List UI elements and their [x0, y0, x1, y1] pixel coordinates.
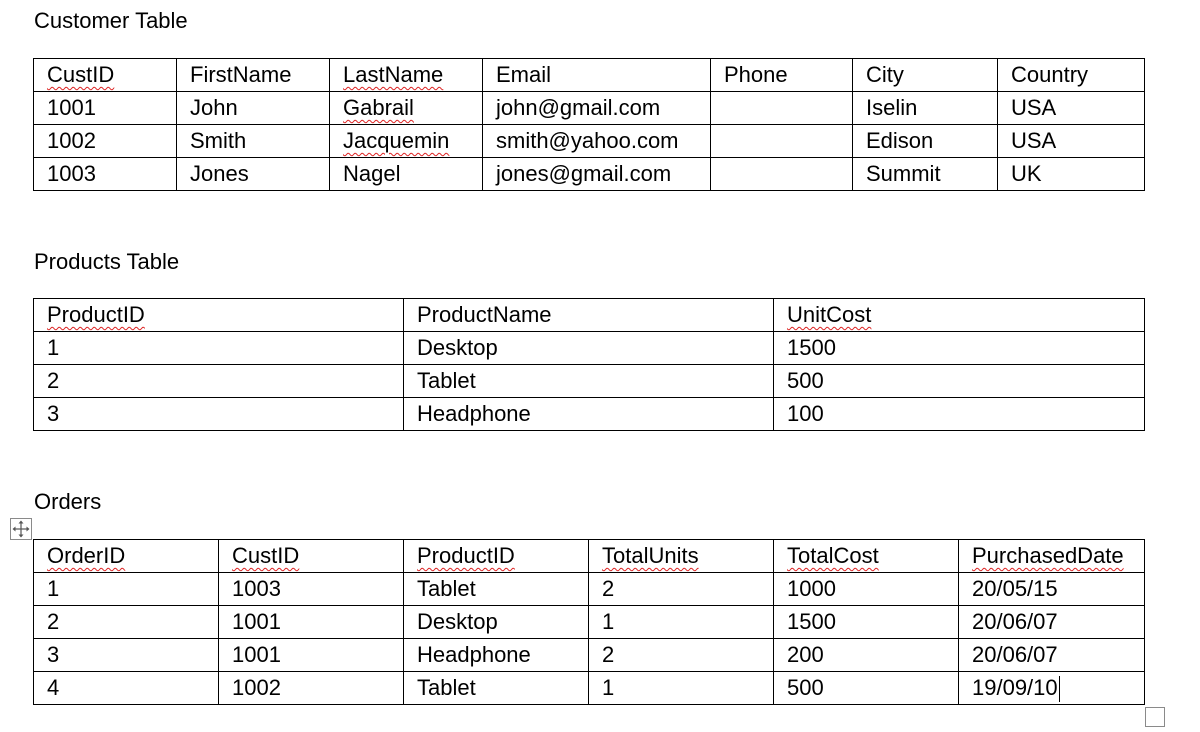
- customer-table-caption: Customer Table: [34, 8, 188, 33]
- table-cell[interactable]: [711, 92, 853, 125]
- table-cell[interactable]: 3: [34, 398, 404, 431]
- table-row: [34, 125, 1145, 158]
- header-cell[interactable]: City: [853, 59, 998, 92]
- table-cell[interactable]: Tablet: [404, 573, 589, 606]
- table-cell[interactable]: 1002: [219, 672, 404, 705]
- table-cell[interactable]: Summit: [853, 158, 998, 191]
- table-cell[interactable]: Edison: [853, 125, 998, 158]
- products-table: [33, 298, 1145, 431]
- table-cell[interactable]: Jacquemin: [330, 125, 483, 158]
- table-cell[interactable]: 100: [774, 398, 1145, 431]
- table-row: [34, 158, 1145, 191]
- table-cell[interactable]: john@gmail.com: [483, 92, 711, 125]
- table-cell[interactable]: 1003: [34, 158, 177, 191]
- header-cell[interactable]: ProductName: [404, 299, 774, 332]
- table-cell[interactable]: Iselin: [853, 92, 998, 125]
- table-cell[interactable]: Smith: [177, 125, 330, 158]
- table-cell[interactable]: 1: [34, 332, 404, 365]
- header-cell[interactable]: UnitCost: [774, 299, 1145, 332]
- table-cell[interactable]: 20/05/15: [959, 573, 1145, 606]
- table-cell[interactable]: 500: [774, 365, 1145, 398]
- table-cell[interactable]: Tablet: [404, 672, 589, 705]
- table-cell[interactable]: USA: [998, 92, 1145, 125]
- table-row: [34, 365, 1145, 398]
- four-way-arrow-icon[interactable]: [10, 518, 32, 540]
- table-cell[interactable]: 19/09/10: [959, 672, 1145, 705]
- table-row: [34, 672, 1145, 705]
- table-cell[interactable]: Gabrail: [330, 92, 483, 125]
- header-cell[interactable]: CustID: [34, 59, 177, 92]
- table-row: [34, 92, 1145, 125]
- table-cell[interactable]: 1001: [219, 606, 404, 639]
- table-cell[interactable]: 500: [774, 672, 959, 705]
- table-cell[interactable]: 1002: [34, 125, 177, 158]
- table-cell[interactable]: smith@yahoo.com: [483, 125, 711, 158]
- header-cell[interactable]: Phone: [711, 59, 853, 92]
- header-cell[interactable]: Country: [998, 59, 1145, 92]
- table-cell[interactable]: Headphone: [404, 639, 589, 672]
- text-cursor: [1059, 676, 1060, 702]
- products-table-caption: Products Table: [34, 249, 180, 274]
- header-cell[interactable]: LastName: [330, 59, 483, 92]
- table-cell[interactable]: 1500: [774, 332, 1145, 365]
- header-cell[interactable]: FirstName: [177, 59, 330, 92]
- table-cell[interactable]: 1001: [219, 639, 404, 672]
- table-cell[interactable]: 1000: [774, 573, 959, 606]
- table-row: [34, 332, 1145, 365]
- table-cell[interactable]: 1: [34, 573, 219, 606]
- table-row: [34, 398, 1145, 431]
- table-cell[interactable]: Jones: [177, 158, 330, 191]
- orders-table: [33, 539, 1145, 705]
- table-row: [34, 606, 1145, 639]
- table-cell[interactable]: [711, 125, 853, 158]
- table-header-row: [34, 540, 1145, 573]
- table-cell[interactable]: jones@gmail.com: [483, 158, 711, 191]
- header-cell[interactable]: CustID: [219, 540, 404, 573]
- table-cell[interactable]: USA: [998, 125, 1145, 158]
- header-cell[interactable]: Email: [483, 59, 711, 92]
- table-header-row: [34, 299, 1145, 332]
- table-cell[interactable]: 2: [589, 573, 774, 606]
- customer-table: [33, 58, 1145, 191]
- table-cell[interactable]: 2: [34, 365, 404, 398]
- header-cell[interactable]: ProductID: [404, 540, 589, 573]
- table-cell[interactable]: 1003: [219, 573, 404, 606]
- table-cell[interactable]: Tablet: [404, 365, 774, 398]
- table-cell[interactable]: 200: [774, 639, 959, 672]
- table-cell[interactable]: 1: [589, 606, 774, 639]
- table-cell[interactable]: Desktop: [404, 332, 774, 365]
- table-cell[interactable]: 3: [34, 639, 219, 672]
- table-cell[interactable]: John: [177, 92, 330, 125]
- table-cell[interactable]: 4: [34, 672, 219, 705]
- table-cell[interactable]: Nagel: [330, 158, 483, 191]
- header-cell[interactable]: PurchasedDate: [959, 540, 1145, 573]
- table-cell[interactable]: Desktop: [404, 606, 589, 639]
- table-cell[interactable]: [711, 158, 853, 191]
- header-cell[interactable]: TotalUnits: [589, 540, 774, 573]
- table-row: [34, 573, 1145, 606]
- table-cell[interactable]: 20/06/07: [959, 639, 1145, 672]
- table-cell[interactable]: UK: [998, 158, 1145, 191]
- orders-table-caption: Orders: [34, 489, 102, 514]
- square-resize-icon[interactable]: [1145, 707, 1165, 727]
- table-cell[interactable]: 2: [34, 606, 219, 639]
- table-cell[interactable]: 2: [589, 639, 774, 672]
- header-cell[interactable]: ProductID: [34, 299, 404, 332]
- table-header-row: [34, 59, 1145, 92]
- header-cell[interactable]: TotalCost: [774, 540, 959, 573]
- table-row: [34, 639, 1145, 672]
- header-cell[interactable]: OrderID: [34, 540, 219, 573]
- table-cell[interactable]: 20/06/07: [959, 606, 1145, 639]
- table-cell[interactable]: 1: [589, 672, 774, 705]
- table-cell[interactable]: 1500: [774, 606, 959, 639]
- table-cell[interactable]: Headphone: [404, 398, 774, 431]
- table-cell[interactable]: 1001: [34, 92, 177, 125]
